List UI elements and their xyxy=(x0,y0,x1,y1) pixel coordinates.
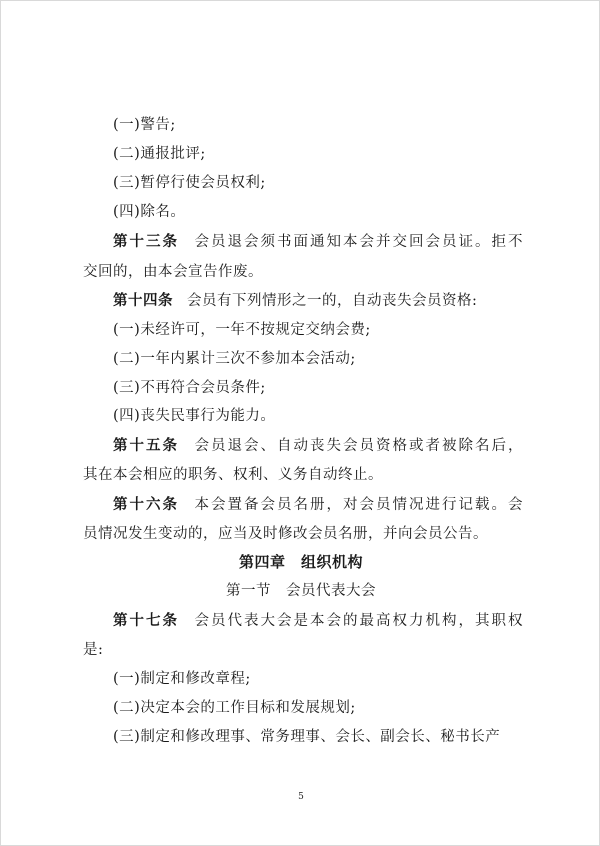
article-14-line-1 xyxy=(113,291,523,311)
article-17-line-2: 是: xyxy=(83,642,104,658)
article-16-line-2: 员情况发生变动的，应当及时修改会员名册，并向会员公告。 xyxy=(83,526,488,542)
list-item: (三)不再符合会员条件; xyxy=(113,380,266,396)
article-13-text: 会员退会须书面通知本会并交回会员证。拒不 xyxy=(193,234,523,250)
article-17-text: 会员代表大会是本会的最高权力机构，其职权 xyxy=(193,613,523,629)
article-13-line-2: 交回的，由本会宣告作废。 xyxy=(83,264,263,280)
article-16-text: 本会置备会员名册，对会员情况进行记载。会 xyxy=(193,497,523,513)
article-16-heading: 第十六条 xyxy=(113,496,179,513)
article-15-line-2: 其在本会相应的职务、权利、义务自动终止。 xyxy=(83,467,383,483)
article-14-heading: 第十四条 xyxy=(113,292,173,309)
list-item: (一)未经许可，一年不按规定交纳会费; xyxy=(113,322,371,338)
article-15-line-1 xyxy=(113,436,523,456)
chapter-heading: 第四章 组织机构 xyxy=(238,553,363,571)
list-item: (三)暂停行使会员权利; xyxy=(113,175,266,191)
section-heading: 第一节 会员代表大会 xyxy=(226,583,376,599)
list-item: (二)通报批评; xyxy=(113,146,206,162)
article-13-heading: 第十三条 xyxy=(113,233,179,250)
article-16-line-1 xyxy=(113,495,523,515)
article-13-line-1 xyxy=(113,232,523,252)
list-item: (一)警告; xyxy=(113,117,176,133)
list-item: (四)除名。 xyxy=(113,204,186,220)
list-item: (四)丧失民事行为能力。 xyxy=(113,408,276,424)
page-number: 5 xyxy=(298,792,304,802)
article-14-text: 会员有下列情形之一的，自动丧失会员资格: xyxy=(187,293,478,309)
list-item: (二)一年内累计三次不参加本会活动; xyxy=(113,351,356,367)
list-item: (三)制定和修改理事、常务理事、会长、副会长、秘书长产 xyxy=(113,729,501,745)
list-item: (二)决定本会的工作目标和发展规划; xyxy=(113,700,356,716)
list-item: (一)制定和修改章程; xyxy=(113,671,251,687)
article-17-line-1 xyxy=(113,611,523,631)
article-15-text: 会员退会、自动丧失会员资格或者被除名后， xyxy=(193,438,523,454)
article-15-heading: 第十五条 xyxy=(113,437,179,454)
article-17-heading: 第十七条 xyxy=(113,612,179,629)
